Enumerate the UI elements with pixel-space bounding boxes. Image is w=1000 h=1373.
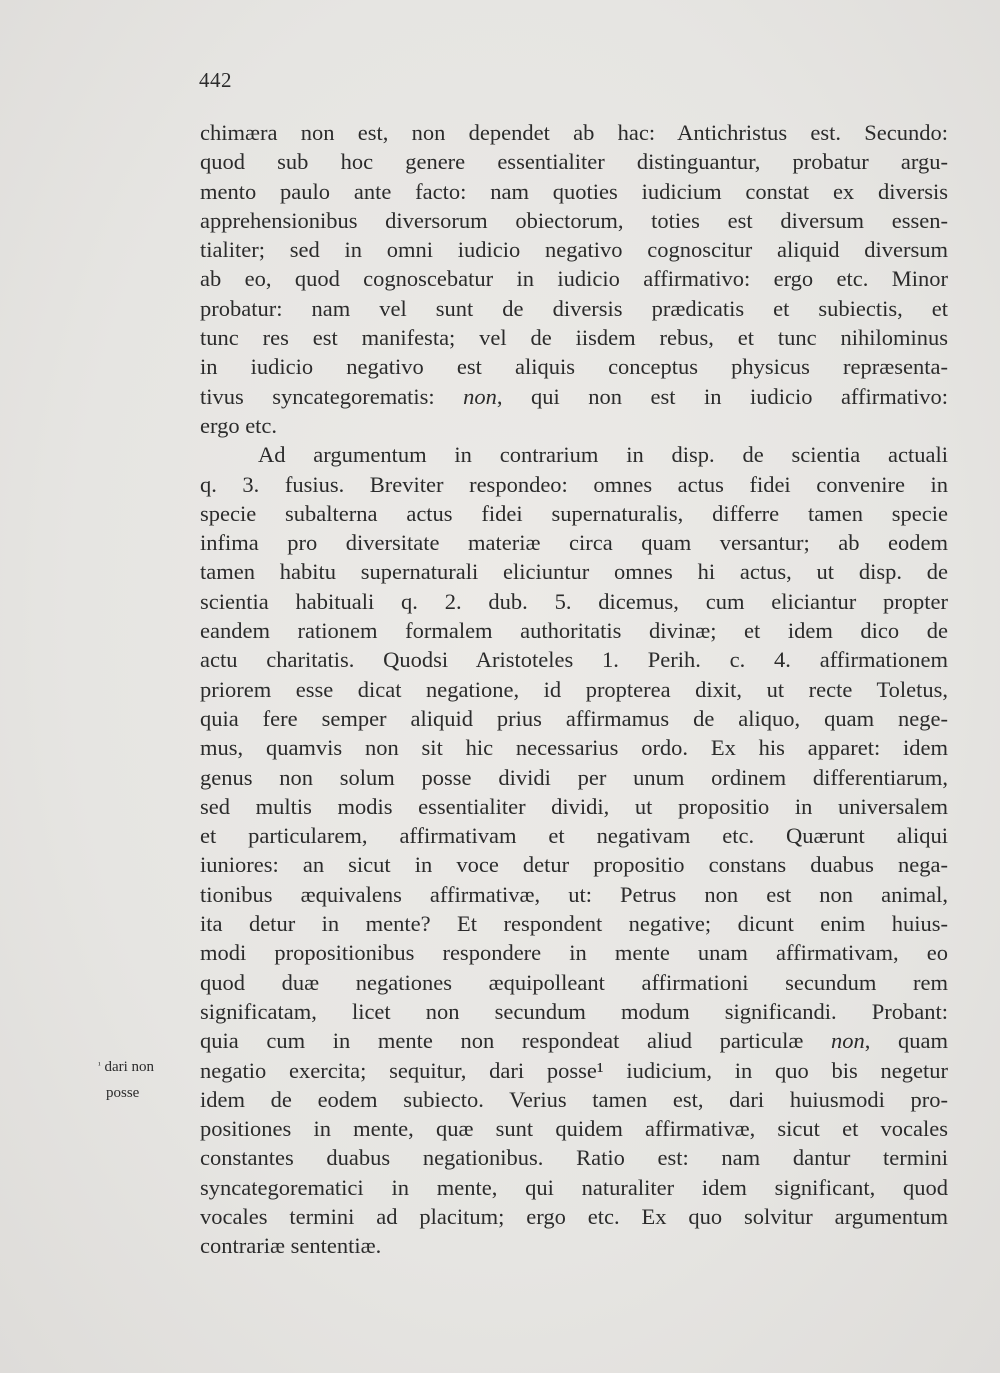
text-line: iuniores: an sicut in voce detur propositio constans duabus nega- <box>200 852 948 878</box>
text-line: vocales termini ad placitum; ergo etc. Ex quo solvitur argumentum <box>200 1203 948 1229</box>
text-line: tialiter; sed in omni iudicio negativo cognoscitur aliquid diversum <box>200 237 948 263</box>
italic-word: non <box>463 383 497 409</box>
margin-note <box>98 1054 182 1106</box>
text-line: et particularem, affirmativam et negativam etc. Quærunt aliqui <box>200 823 948 849</box>
text-line: specie subalterna actus fidei supernaturalis, differre tamen specie <box>200 500 948 526</box>
text-line: sed multis modis essentialiter dividi, ut propositio in universalem <box>200 793 948 819</box>
text-line: q. 3. fusius. Breviter respondeo: omnes actus fidei convenire in <box>200 471 948 497</box>
margin-note-line: posse <box>106 1085 140 1101</box>
margin-note-line: $^{^1}$ dari non <box>98 1059 155 1075</box>
text-line: infima pro diversitate materiæ circa quam versantur; ab eodem <box>200 530 948 556</box>
text-line: tamen habitu supernaturali eliciuntur omnes hi actus, ut disp. de <box>200 559 948 585</box>
text-line: idem de eodem subiecto. Verius tamen est, dari huiusmodi pro- <box>200 1086 948 1112</box>
italic-word: non <box>830 1028 865 1054</box>
page-number: 442 <box>199 68 232 92</box>
main-text-block <box>200 118 948 1261</box>
text-line: mus, quamvis non sit hic necessarius ordo. Ex his apparet: idem <box>200 735 948 761</box>
text-line: quia cum in mente non respondeat aliud particulæ non, quam <box>200 1028 948 1054</box>
text-line: ita detur in mente? Et respondent negative; dicunt enim huius- <box>200 911 948 937</box>
text-line: scientia habituali q. 2. dub. 5. dicemus, cum eliciantur propter <box>200 588 948 614</box>
text-line: syncategorematici in mente, qui naturaliter idem significant, quod <box>200 1174 948 1200</box>
text-line: modi propositionibus respondere in mente unam affirmativam, eo <box>200 940 948 966</box>
text-line: quod sub hoc genere essentialiter distinguantur, probatur argu- <box>200 149 948 175</box>
text-line: negatio exercita; sequitur, dari posse¹ iudicium, in quo bis negetur <box>200 1057 948 1083</box>
text-line: constantes duabus negationibus. Ratio est: nam dantur termini <box>200 1145 948 1171</box>
text-line: priorem esse dicat negatione, id propterea dixit, ut recte Toletus, <box>200 676 948 702</box>
text-line: quod duæ negationes æquipolleant affirmationi secundum rem <box>200 969 948 995</box>
text-line: eandem rationem formalem authoritatis divinæ; et idem dico de <box>200 618 948 644</box>
text-line: tivus syncategorematis: non, qui non est in iudicio affirmativo: <box>200 383 948 409</box>
text-line: Ad argumentum in contrarium in disp. de scientia actuali <box>258 442 948 468</box>
text-line: ab eo, quod cognoscebatur in iudicio affirmativo: ergo etc. Minor <box>200 266 948 292</box>
text-line: chimæra non est, non dependet ab hac: Antichristus est. Secundo: <box>200 120 948 145</box>
text-line: significatam, licet non secundum modum significandi. Probant: <box>200 998 948 1024</box>
text-line: tunc res est manifesta; vel de iisdem rebus, et tunc nihilominus <box>200 325 948 351</box>
text-line: probatur: nam vel sunt de diversis prædicatis et subiectis, et <box>200 295 948 321</box>
footnote-marker: ¹ <box>98 1060 101 1070</box>
text-line: ergo etc. <box>200 412 278 438</box>
text-line: mento paulo ante facto: nam quoties iudicium constat ex diversis <box>200 178 948 204</box>
text-line: in iudicio negativo est aliquis conceptus physicus repræsenta- <box>200 354 948 380</box>
text-line: quia fere semper aliquid prius affirmamus de aliquo, quam nege- <box>200 705 948 731</box>
text-line: apprehensionibus diversorum obiectorum, toties est diversum essen- <box>200 207 948 233</box>
text-line: tionibus æquivalens affirmativæ, ut: Petrus non est non animal, <box>200 881 948 907</box>
text-line: contrariæ sententiæ. <box>200 1233 382 1259</box>
text-line: positiones in mente, quæ sunt quidem affirmativæ, sicut et vocales <box>200 1116 948 1142</box>
text-line: genus non solum posse dividi per unum ordinem differentiarum, <box>200 764 948 790</box>
text-line: actu charitatis. Quodsi Aristoteles 1. Perih. c. 4. affirmationem <box>200 647 948 673</box>
